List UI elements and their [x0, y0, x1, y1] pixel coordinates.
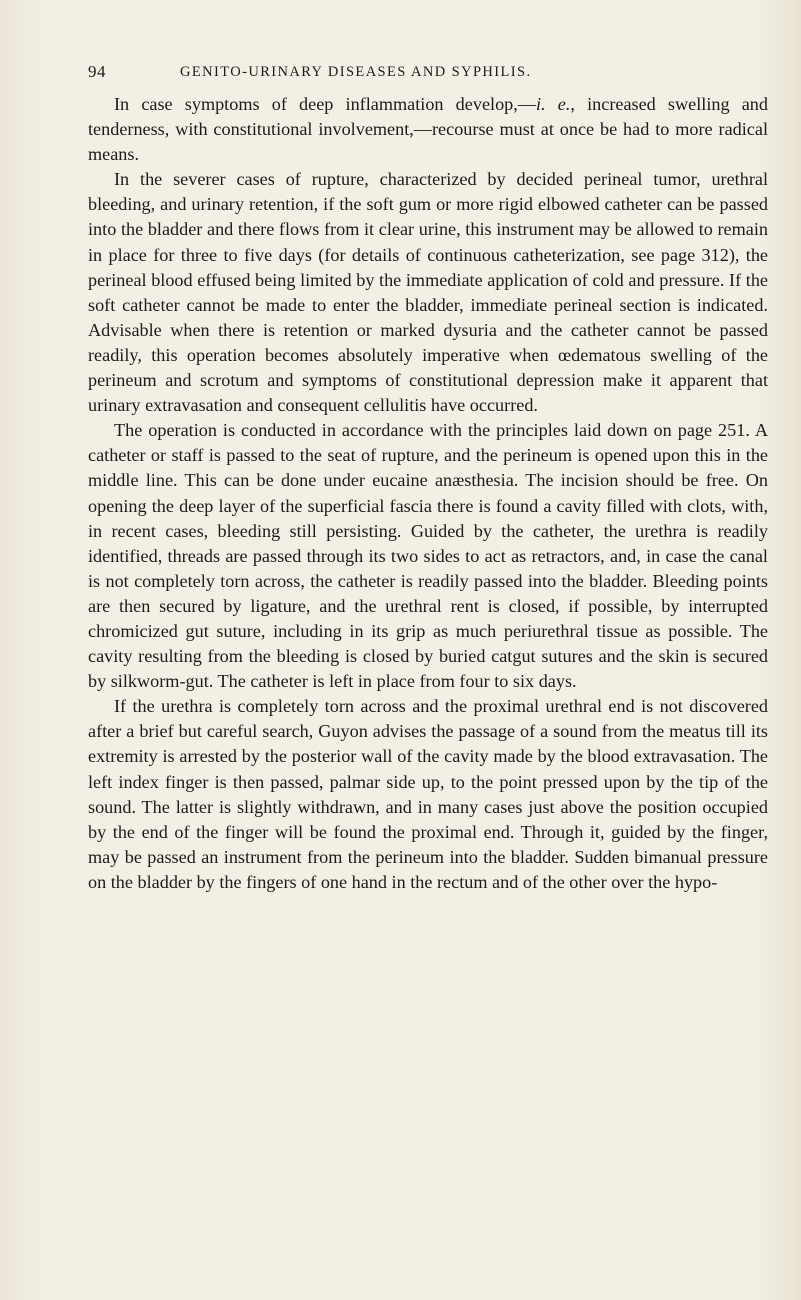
- italic-abbreviation: i. e.: [536, 94, 571, 114]
- body-text: [88, 92, 768, 895]
- paragraph: In case symptoms of deep inflammation develop,—i. e., increased swelling and tenderness, with constitutional involvement,—recourse must at once be had to more radical means.: [88, 94, 768, 165]
- running-head: [88, 62, 768, 84]
- paragraph: If the urethra is completely torn across and the proximal urethral end is not discovered after a brief but careful search, Guyon advises the passage of a sound from the meatus till its extremity is arrested by the posterior wall of the cavity made by the blood extravasation. The left index finger is then passed, palmar side up, to the point pressed upon by the tip of the sound. The latter is slightly withdrawn, and in many cases just above the position occupied by the end of the finger will be found the proximal end. Through it, guided by the finger, may be passed an instrument from the perineum into the bladder. Sudden bimanual pressure on the bladder by the fingers of one hand in the rectum and of the other over the hypo-: [88, 696, 768, 892]
- paragraph: In the severer cases of rupture, characterized by decided perineal tumor, urethral bleeding, and urinary retention, if the soft gum or more rigid elbowed catheter can be passed into the bladder and there flows from it clear urine, this instrument may be allowed to remain in place for three to five days (for details of continuous catheterization, see page 312), the perineal blood effused being limited by the immediate application of cold and pressure. If the soft catheter cannot be made to enter the bladder, immediate perineal section is indicated. Advisable when there is retention or marked dysuria and the catheter cannot be passed readily, this operation becomes absolutely imperative when œdematous swelling of the perineum and scrotum and symptoms of constitutional depression make it apparent that urinary extravasation and consequent cellulitis have occurred.: [88, 169, 768, 416]
- running-title: GENITO-URINARY DISEASES AND SYPHILIS.: [180, 64, 532, 80]
- paragraph: The operation is conducted in accordance with the principles laid down on page 251. A catheter or staff is passed to the seat of rupture, and the perineum is opened upon this in the middle line. This can be done under eucaine anæsthesia. The incision should be free. On opening the deep layer of the superficial fascia there is found a cavity filled with clots, with, in recent cases, bleeding still persisting. Guided by the catheter, the urethra is readily identified, threads are passed through its two sides to act as retractors, and, in case the canal is not completely torn across, the catheter is readily passed into the bladder. Bleeding points are then secured by ligature, and the urethral rent is closed, if possible, by interrupted chromicized gut suture, including in its grip as much periurethral tissue as possible. The cavity resulting from the bleeding is closed by buried catgut sutures and the skin is secured by silkworm-gut. The catheter is left in place from four to six days.: [88, 420, 768, 692]
- page-number: 94: [88, 62, 106, 81]
